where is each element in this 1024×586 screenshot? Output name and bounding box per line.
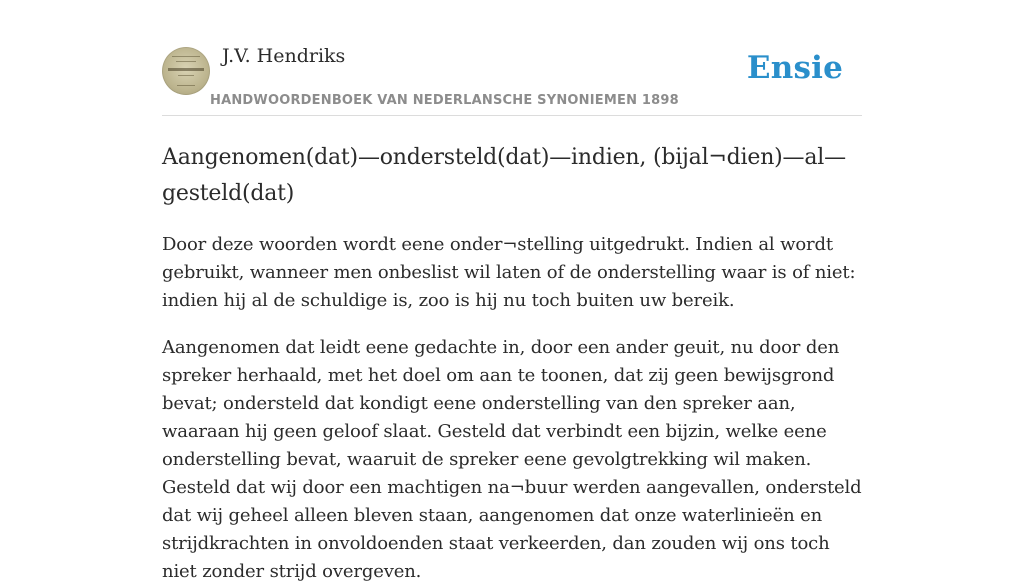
brand-logo[interactable]: Ensie: [746, 50, 843, 86]
source-title[interactable]: HANDWOORDENBOEK VAN NEDERLANSCHE SYNONIEMEN 1898: [210, 93, 679, 108]
article-page: [162, 0, 862, 582]
article-paragraph-2: Aangenomen dat leidt eene gedachte in, door een ander geuit, nu door den spreker herhaald, met het doel om aan te toonen, dat zij geen bewijsgrond bevat; ondersteld dat kondigt eene onderstelling van den spreker aan, waaraan hij geen geloof slaat. Gesteld dat verbindt een bijzin, welke eene onderstelling bevat, waaruit de spreker eene gevolgtrekking wil maken. Gesteld dat wij door een machtigen na¬buur werden aangevallen, ondersteld dat wij geheel alleen bleven staan, aangenomen dat onze waterlinieën en strijdkrachten in onvoldoenden staat verkeerden, dan zouden wij ons toch niet zonder strijd overgeven.: [162, 337, 862, 582]
book-cover-icon[interactable]: [162, 47, 210, 95]
article-header: [162, 0, 862, 116]
page-title: Aangenomen(dat)—ondersteld(dat)—indien, (bijal¬dien)—al—gesteld(dat): [162, 145, 846, 206]
article-paragraph-1: Door deze woorden wordt eene onder¬stelling uitgedrukt. Indien al wordt gebruikt, wanneer men onbeslist wil laten of de onderstelling waar is of niet: indien hij al de schuldige is, zoo is hij nu toch buiten uw bereik.: [162, 234, 856, 311]
author-name[interactable]: J.V. Hendriks: [222, 45, 346, 67]
